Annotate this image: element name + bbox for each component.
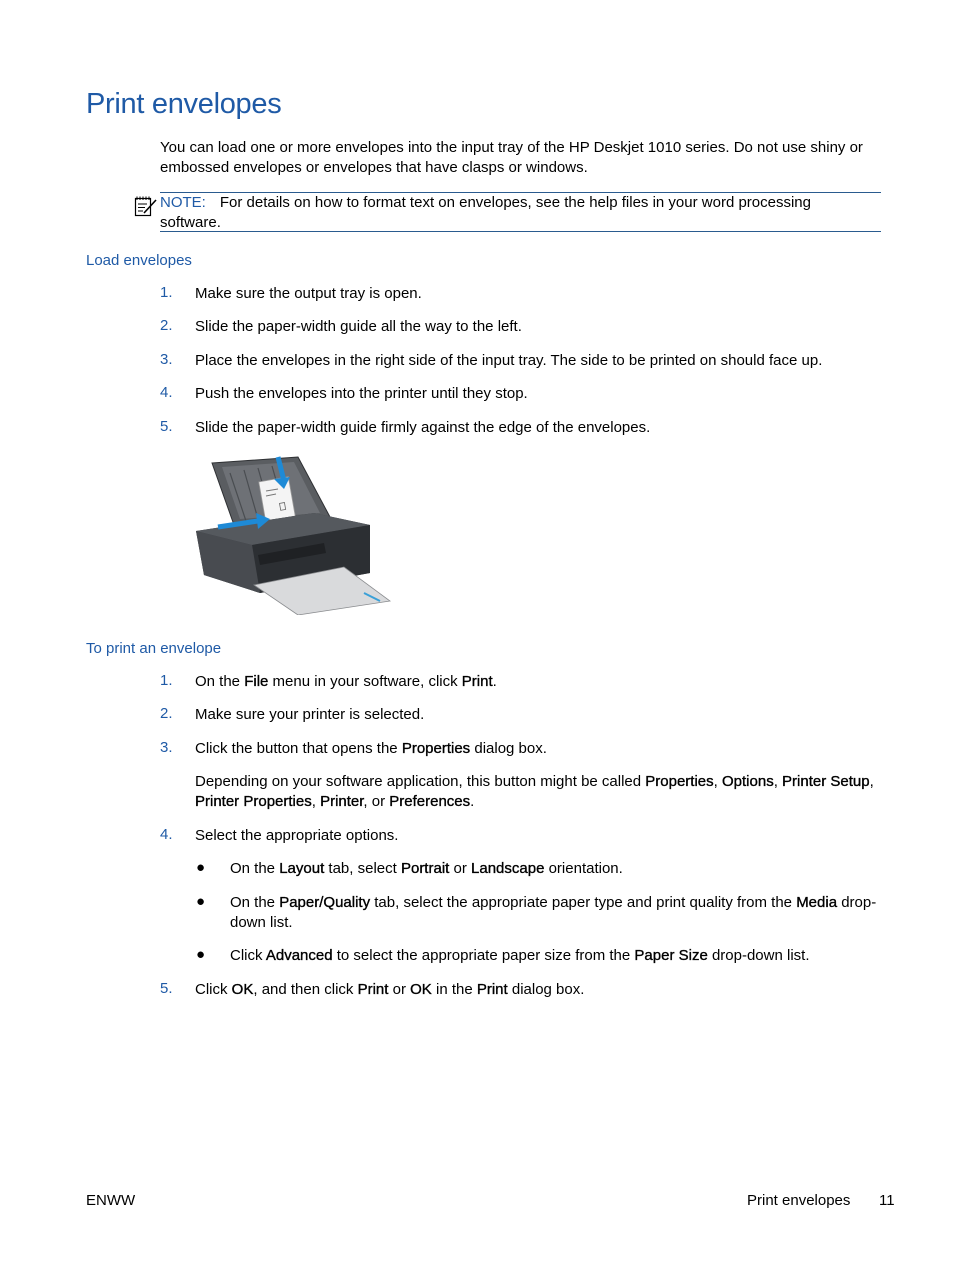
- step-number: 2.: [160, 317, 173, 334]
- note-text-block: [160, 193, 875, 232]
- printer-illustration: [194, 455, 396, 615]
- step-number: 4.: [160, 826, 173, 843]
- step-number: 3.: [160, 351, 173, 368]
- step-text: Click OK, and then click Print or OK in the Print dialog box.: [195, 981, 585, 998]
- step-number: 4.: [160, 384, 173, 401]
- footer-section-title: Print envelopes: [747, 1192, 851, 1209]
- step-text: Push the envelopes into the printer until they stop.: [195, 385, 528, 402]
- print-envelope-heading: To print an envelope: [86, 640, 222, 657]
- load-envelopes-heading: Load envelopes: [86, 252, 192, 269]
- note-text: For details on how to format text on envelopes, see the help files in your word processing software.: [160, 194, 811, 231]
- step-number: 3.: [160, 739, 173, 756]
- bullet-dot: ●: [196, 946, 206, 963]
- page-title: Print envelopes: [86, 88, 282, 120]
- step-number: 5.: [160, 418, 173, 435]
- bullet-text: On the Layout tab, select Portrait or Landscape orientation.: [230, 860, 623, 877]
- step-detail-text: Depending on your software application, this button might be called Properties, Options, Printer Setup, Printer Properties, Printer, or Preferences.: [195, 773, 874, 810]
- note-icon: [134, 194, 158, 218]
- step-number: 2.: [160, 705, 173, 722]
- step-text: On the File menu in your software, click Print.: [195, 673, 497, 690]
- bullet-dot: ●: [196, 859, 206, 876]
- step-text: Make sure the output tray is open.: [195, 285, 422, 302]
- step-text: Slide the paper-width guide firmly against the edge of the envelopes.: [195, 419, 651, 436]
- bullet-text: Click Advanced to select the appropriate paper size from the Paper Size drop-down list.: [230, 947, 810, 964]
- step-text: Slide the paper-width guide all the way to the left.: [195, 318, 522, 335]
- step-text: Click the button that opens the Properties dialog box.: [195, 740, 547, 757]
- intro-paragraph: You can load one or more envelopes into the input tray of the HP Deskjet 1010 series. Do not use shiny or embossed envelopes or envelopes that have clasps or windows.: [160, 139, 863, 176]
- step-text: Select the appropriate options.: [195, 827, 399, 844]
- footer-page-number: 11: [879, 1192, 895, 1209]
- step-text: Place the envelopes in the right side of the input tray. The side to be printed on should face up.: [195, 352, 823, 369]
- ui-term-file: File: [244, 673, 269, 690]
- ui-term-print: Print: [461, 673, 493, 690]
- ui-term-properties: Properties: [401, 740, 471, 757]
- step-number: 1.: [160, 284, 173, 301]
- note-box: [160, 192, 881, 232]
- note-label: NOTE:: [160, 194, 206, 211]
- step-number: 5.: [160, 980, 173, 997]
- bullet-text: On the Paper/Quality tab, select the appropriate paper type and print quality from the Media drop-down list.: [230, 894, 877, 931]
- step-number: 1.: [160, 672, 173, 689]
- bullet-dot: ●: [196, 893, 206, 910]
- step-text: Make sure your printer is selected.: [195, 706, 425, 723]
- footer-enww: ENWW: [86, 1192, 136, 1209]
